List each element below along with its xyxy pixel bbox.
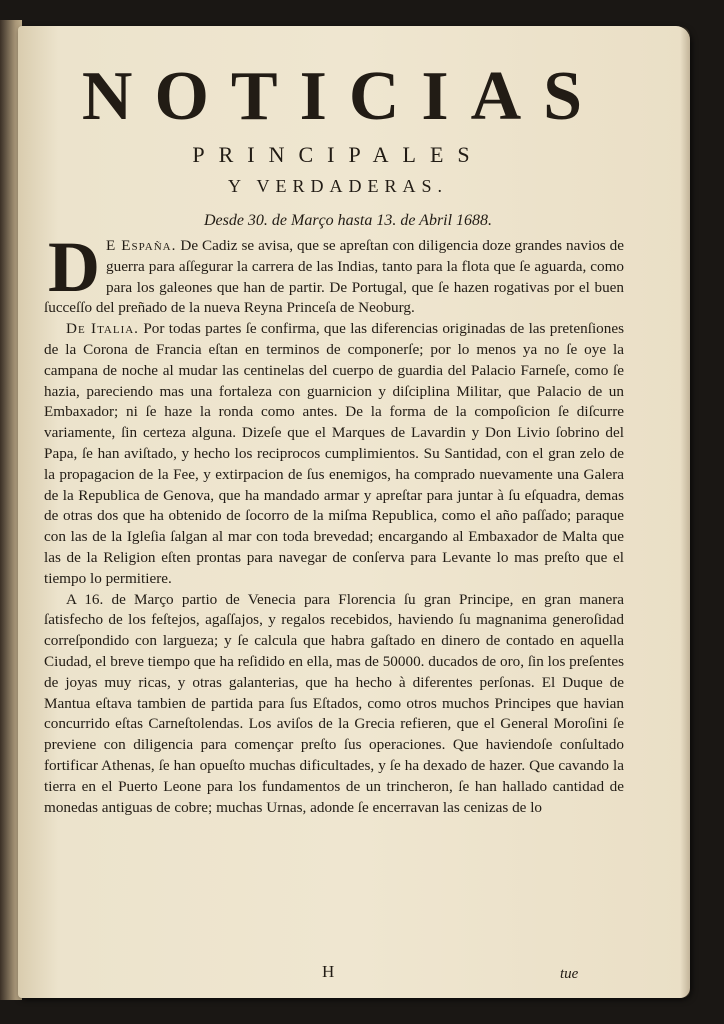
paragraph-espana: [44, 236, 624, 319]
document-page: [18, 26, 690, 998]
paragraph-espana-text: De Cadiz se avisa, que se apreſtan con diligencia doze grandes navios de guerra para aſſegurar la carrera de las Indias, tanto para la flota que ſe aguarda, como para los galeones que han de partir. De Portugal, que ſe hazen rogativas por el buen ſucceſſo del preñado de la nueva Reyna Princeſa de Neoburg.: [44, 237, 624, 317]
dateline: Desde 30. de Março hasta 13. de Abril 1688.: [203, 212, 493, 229]
section-heading-italia: De Italia.: [66, 320, 139, 338]
paragraph-venecia: [44, 590, 624, 819]
body-text: [44, 236, 624, 966]
catchword: tue: [560, 966, 579, 982]
page-subtitle-secondary: Y VERDADERAS.: [227, 176, 448, 196]
page-subtitle: PRINCIPALES: [192, 142, 484, 167]
signature-mark: H: [322, 962, 335, 981]
paragraph-italia: [44, 319, 624, 589]
section-heading-espana: E España.: [106, 237, 177, 254]
page-title: NOTICIAS: [81, 58, 605, 135]
drop-cap: D: [48, 236, 100, 307]
page-edge-shadow: [680, 26, 690, 998]
paragraph-venecia-text: A 16. de Março partio de Venecia para Florencia ſu gran Principe, en gran manera ſatisfecho de los feſtejos, agaſſajos, y regalos recebidos, haviendo ſu magnanima generoſidad correſpondido con largueza; y ſe calcula que habra gaſtado en dinero de contado en aquella Ciudad, el breve tiempo que ha reſidido en ella, mas de 50000. ducados de oro, ſin los preſentes de joyas muy ricas, y otras galanterias, que ha hecho à diferentes perſonas. El Duque de Mantua eſtava tambien de partida para ſus Eſtados, como otros muchos Principes que havian concurrido eſtas Carneſtolendas. Los aviſos de la Grecia refieren, que el General Moroſini ſe previene con diligencia para començar preſto ſus operaciones. Que haviendoſe conſultado fortificar Athenas, ſe han opueſto muchas dificultades, y ſe ha dexado de hazer. Que cavando la tierra en el Puerto Leone para los fundamentos de un trincheron, ſe han hallado cantidad de monedas antiguas de cobre; muchas Urnas, adonde ſe encerravan las cenizas de lo: [44, 590, 624, 816]
paragraph-italia-text: Por todas partes ſe confirma, que las diferencias originadas de las pretenſiones de la Corona de Francia eſtan en terminos de componerſe; por lo menos ya no ſe oye la campana de noche al mudar las centinelas del cuerpo de guardia del Palacio Farneſe, como ſe hazia, pareciendo mas una fortaleza con guarnicion y diſciplina Militar, que Palacio de un Embaxador; ni ſe haze la ronda como antes. De la forma de la compoſicion ſe diſcurre variamente, ſin certeza alguna. Dizeſe que el Marques de Lavardin y Don Livio ſobrino del Papa, ſe han aviſtado, y hecho los reciprocos cumplimientos. Su Santidad, con el gran zelo de la propagacion de la Fee, y extirpacion de ſus enemigos, ha comprado nuevamente una Galera de la Republica de Genova, que ha mandado armar y apreſtar para juntar à ſu eſquadra, demas de otras dos que ha obtenido de ſocorro de la miſma Republica, como el año paſſado; paraque con las de la Igleſia ſalgan al mar con toda brevedad; encargando al Embaxador de Malta que las de la Religion eſten prontas para navegar de conſerva para Levante lo mas preſto que el tiempo lo permitiere.: [44, 320, 624, 587]
